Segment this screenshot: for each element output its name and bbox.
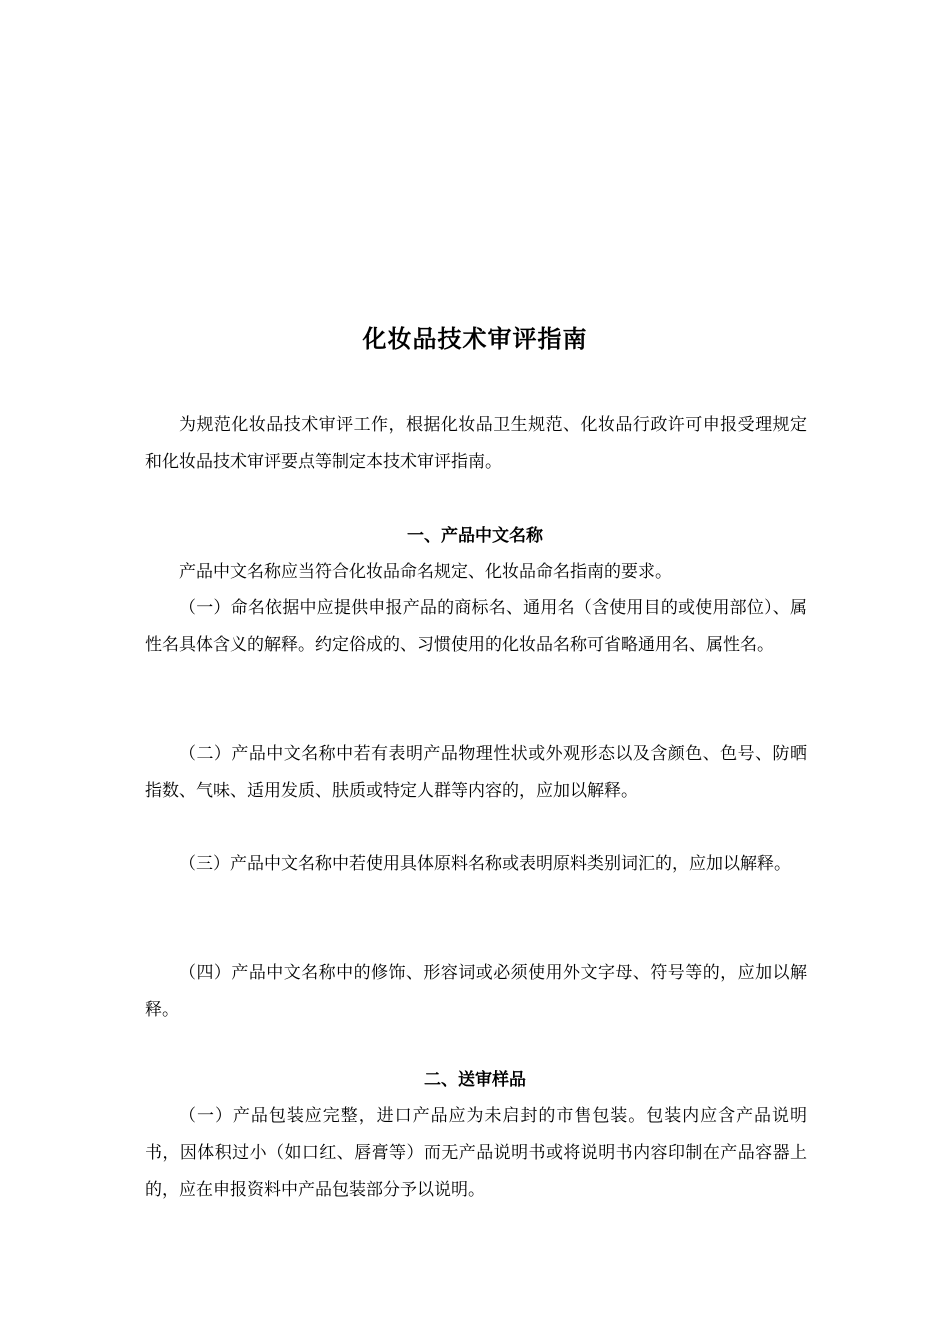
paragraph: （四）产品中文名称中的修饰、形容词或必须使用外文字母、符号等的，应加以解释。 bbox=[145, 963, 807, 1020]
paragraph: （一）产品包装应完整，进口产品应为未启封的市售包装。包装内应含产品说明书，因体积过小（如口红、唇膏等）而无产品说明书或将说明书内容印制在产品容器上的，应在申报资料中产品包装部分予以说明。 bbox=[145, 1106, 807, 1200]
paragraph: （二）产品中文名称中若有表明产品物理性状或外观形态以及含颜色、色号、防晒指数、气味、适用发质、肤质或特定人群等内容的，应加以解释。 bbox=[145, 744, 807, 801]
intro-paragraph: 为规范化妆品技术审评工作，根据化妆品卫生规范、化妆品行政许可申报受理规定和化妆品技术审评要点等制定本技术审评指南。 bbox=[145, 415, 807, 472]
section-heading-samples: 二、送审样品 bbox=[424, 1070, 526, 1090]
paragraph: 产品中文名称应当符合化妆品命名规定、化妆品命名指南的要求。 bbox=[179, 562, 672, 582]
paragraph: （三）产品中文名称中若使用具体原料名称或表明原料类别词汇的，应加以解释。 bbox=[179, 854, 791, 874]
paragraph: （一）命名依据中应提供申报产品的商标名、通用名（含使用目的或使用部位）、属性名具体含义的解释。约定俗成的、习惯使用的化妆品名称可省略通用名、属性名。 bbox=[145, 598, 807, 655]
section-heading-product-name: 一、产品中文名称 bbox=[407, 526, 543, 546]
document-title: 化妆品技术审评指南 bbox=[362, 324, 588, 353]
